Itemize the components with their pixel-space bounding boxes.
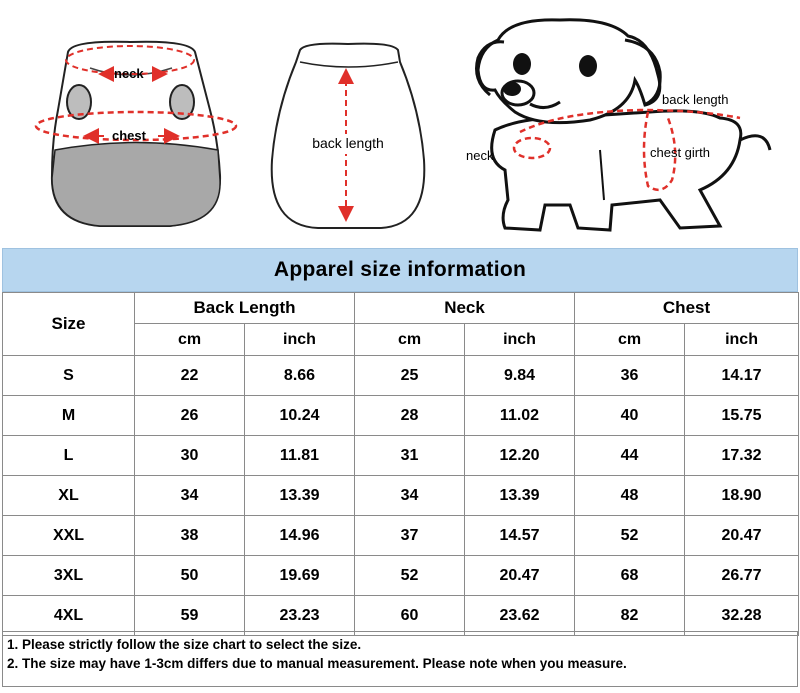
value-cell: 37 bbox=[355, 516, 465, 556]
size-table bbox=[2, 292, 799, 636]
unit-header: inch bbox=[685, 324, 799, 356]
chest-group-header: Chest bbox=[575, 293, 799, 324]
size-cell: 3XL bbox=[3, 556, 135, 596]
value-cell: 18.90 bbox=[685, 476, 799, 516]
value-cell: 82 bbox=[575, 596, 685, 636]
value-cell: 60 bbox=[355, 596, 465, 636]
value-cell: 36 bbox=[575, 356, 685, 396]
value-cell: 34 bbox=[135, 476, 245, 516]
measurement-illustration bbox=[0, 0, 800, 248]
table-row bbox=[3, 596, 799, 636]
value-cell: 13.39 bbox=[245, 476, 355, 516]
vest-front-neck-label: neck bbox=[114, 66, 144, 81]
value-cell: 40 bbox=[575, 396, 685, 436]
value-cell: 19.69 bbox=[245, 556, 355, 596]
value-cell: 32.28 bbox=[685, 596, 799, 636]
back-length-group-header: Back Length bbox=[135, 293, 355, 324]
value-cell: 68 bbox=[575, 556, 685, 596]
neck-group-header: Neck bbox=[355, 293, 575, 324]
value-cell: 38 bbox=[135, 516, 245, 556]
size-cell: XL bbox=[3, 476, 135, 516]
size-table-body bbox=[3, 356, 799, 636]
dog-neck-label: neck bbox=[466, 148, 494, 163]
dog-back-length-label: back length bbox=[662, 92, 729, 107]
value-cell: 22 bbox=[135, 356, 245, 396]
size-cell: M bbox=[3, 396, 135, 436]
notes bbox=[2, 631, 798, 687]
size-column-header: Size bbox=[3, 293, 135, 356]
table-row bbox=[3, 356, 799, 396]
vest-back-length-label: back length bbox=[312, 135, 384, 151]
value-cell: 48 bbox=[575, 476, 685, 516]
unit-header: cm bbox=[135, 324, 245, 356]
size-cell: 4XL bbox=[3, 596, 135, 636]
value-cell: 12.20 bbox=[465, 436, 575, 476]
value-cell: 11.02 bbox=[465, 396, 575, 436]
value-cell: 52 bbox=[575, 516, 685, 556]
value-cell: 26 bbox=[135, 396, 245, 436]
value-cell: 11.81 bbox=[245, 436, 355, 476]
value-cell: 8.66 bbox=[245, 356, 355, 396]
table-row bbox=[3, 396, 799, 436]
value-cell: 14.17 bbox=[685, 356, 799, 396]
unit-header: inch bbox=[245, 324, 355, 356]
table-row bbox=[3, 476, 799, 516]
vest-front-chest-label: chest bbox=[112, 128, 146, 143]
value-cell: 28 bbox=[355, 396, 465, 436]
value-cell: 26.77 bbox=[685, 556, 799, 596]
value-cell: 20.47 bbox=[685, 516, 799, 556]
value-cell: 25 bbox=[355, 356, 465, 396]
value-cell: 10.24 bbox=[245, 396, 355, 436]
value-cell: 23.23 bbox=[245, 596, 355, 636]
unit-header: inch bbox=[465, 324, 575, 356]
value-cell: 17.32 bbox=[685, 436, 799, 476]
note-line: 1. Please strictly follow the size chart to select the size. bbox=[7, 637, 362, 652]
value-cell: 23.62 bbox=[465, 596, 575, 636]
value-cell: 52 bbox=[355, 556, 465, 596]
value-cell: 50 bbox=[135, 556, 245, 596]
value-cell: 20.47 bbox=[465, 556, 575, 596]
size-cell: XXL bbox=[3, 516, 135, 556]
table-title: Apparel size information bbox=[2, 248, 798, 292]
value-cell: 14.96 bbox=[245, 516, 355, 556]
dog-chest-girth-label: chest girth bbox=[650, 145, 710, 160]
value-cell: 13.39 bbox=[465, 476, 575, 516]
value-cell: 14.57 bbox=[465, 516, 575, 556]
unit-header: cm bbox=[575, 324, 685, 356]
size-cell: S bbox=[3, 356, 135, 396]
value-cell: 44 bbox=[575, 436, 685, 476]
value-cell: 30 bbox=[135, 436, 245, 476]
unit-header: cm bbox=[355, 324, 465, 356]
value-cell: 31 bbox=[355, 436, 465, 476]
table-row bbox=[3, 436, 799, 476]
value-cell: 59 bbox=[135, 596, 245, 636]
value-cell: 9.84 bbox=[465, 356, 575, 396]
value-cell: 34 bbox=[355, 476, 465, 516]
value-cell: 15.75 bbox=[685, 396, 799, 436]
table-row bbox=[3, 556, 799, 596]
table-row bbox=[3, 516, 799, 556]
dog-drawing bbox=[477, 20, 771, 230]
note-line: 2. The size may have 1-3cm differs due to manual measurement. Please note when you measure. bbox=[7, 656, 627, 671]
size-cell: L bbox=[3, 436, 135, 476]
